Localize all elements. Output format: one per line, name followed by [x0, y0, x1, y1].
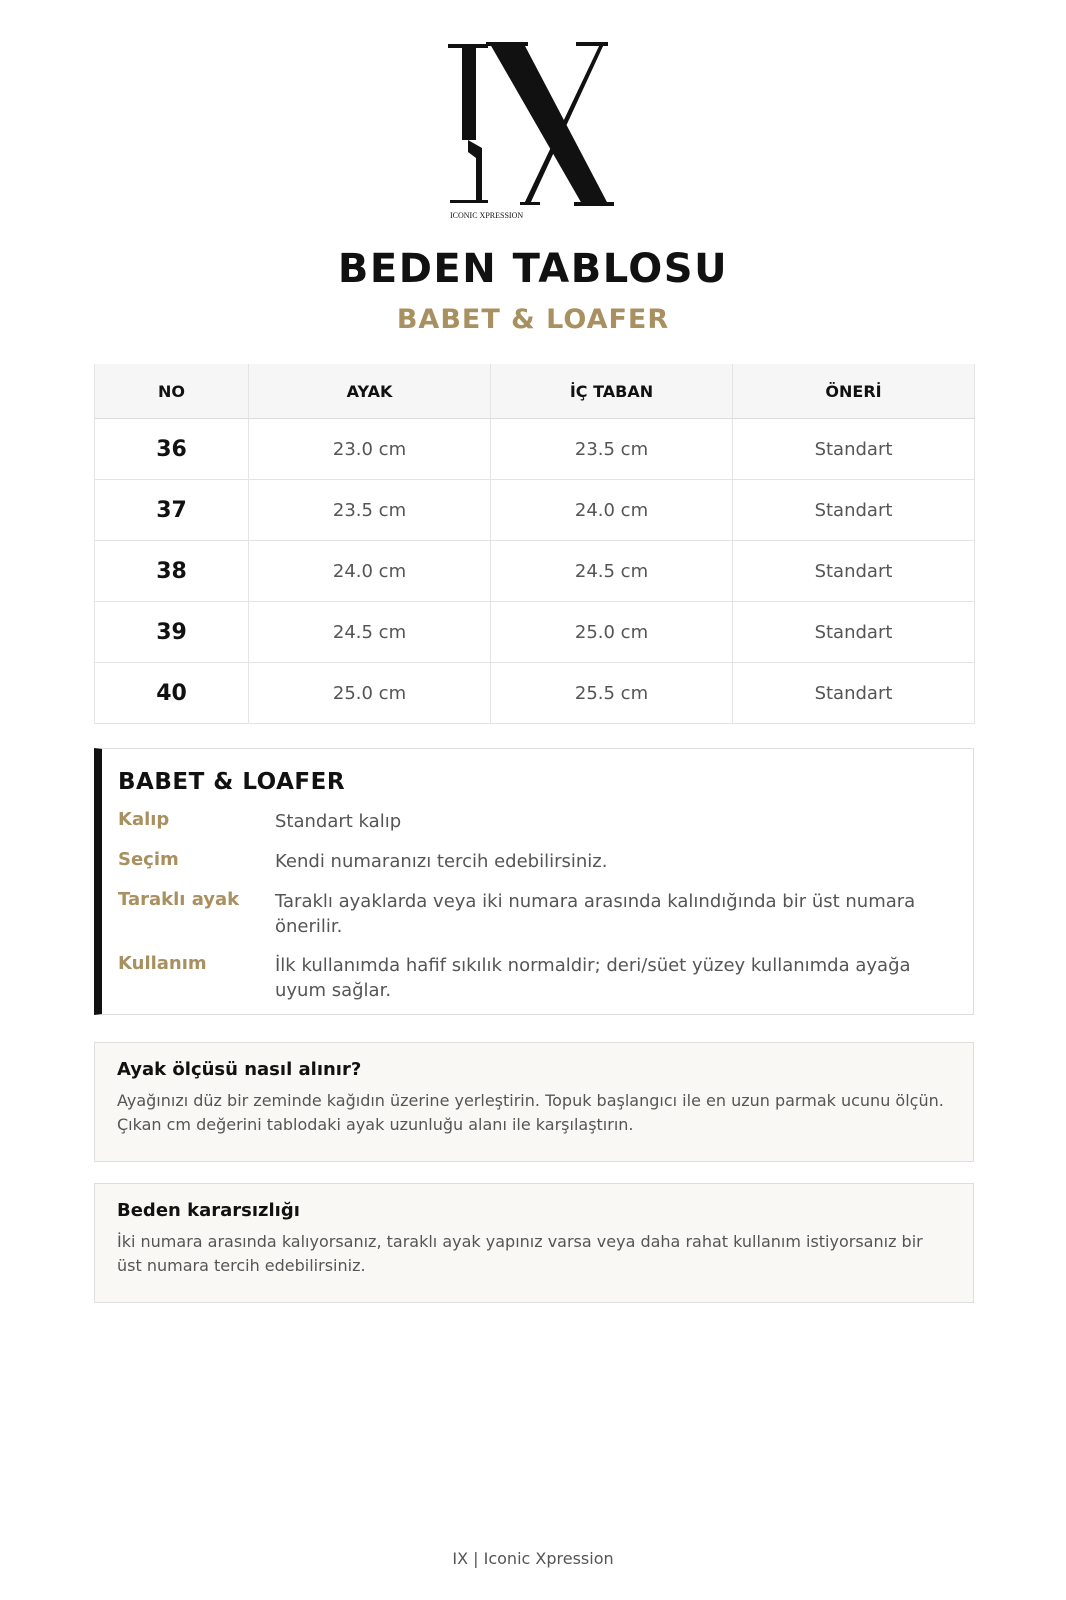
recommendation: Standart	[733, 663, 975, 724]
column-header-ic-taban: İÇ TABAN	[491, 364, 733, 419]
size-number: 39	[95, 602, 249, 663]
column-header-oneri: ÖNERİ	[733, 364, 975, 419]
foot-length: 24.5 cm	[249, 602, 491, 663]
recommendation: Standart	[733, 541, 975, 602]
page-subtitle: BABET & LOAFER	[396, 304, 670, 335]
footer-text: IX | Iconic Xpression	[452, 1549, 614, 1568]
insole-length: 24.0 cm	[491, 480, 733, 541]
table-row	[95, 419, 975, 480]
foot-length: 23.5 cm	[249, 480, 491, 541]
table-row	[95, 602, 975, 663]
size-table	[94, 364, 975, 724]
insole-length: 23.5 cm	[491, 419, 733, 480]
insole-length: 24.5 cm	[491, 541, 733, 602]
info-value: Standart kalıp	[275, 811, 402, 832]
note-text: Ayağınızı düz bir zeminde kağıdın üzerine yerleştirin. Topuk başlangıcı ile en uzun parmak ucunu ölçün. Çıkan cm değerini tablodaki ayak uzunluğu alanı ile karşılaştırın.	[117, 1091, 944, 1134]
column-header-ayak: AYAK	[249, 364, 491, 419]
foot-length: 23.0 cm	[249, 419, 491, 480]
table-row	[95, 663, 975, 724]
table-row	[95, 480, 975, 541]
recommendation: Standart	[733, 480, 975, 541]
note-title: Ayak ölçüsü nasıl alınır?	[117, 1059, 362, 1080]
brand-logo	[448, 40, 620, 222]
note-text: İki numara arasında kalıyorsanız, taraklı ayak yapınız varsa veya daha rahat kullanım istiyorsanız bir üst numara tercih edebilirsiniz.	[117, 1232, 923, 1275]
page-title: BEDEN TABLOSU	[337, 246, 729, 292]
info-key: Kullanım	[118, 953, 207, 974]
info-card-title: BABET & LOAFER	[118, 769, 346, 795]
info-key: Taraklı ayak	[118, 889, 240, 910]
note-card-size-indecision	[94, 1183, 974, 1303]
insole-length: 25.0 cm	[491, 602, 733, 663]
recommendation: Standart	[733, 602, 975, 663]
size-number: 36	[95, 419, 249, 480]
size-number: 38	[95, 541, 249, 602]
size-number: 40	[95, 663, 249, 724]
insole-length: 25.5 cm	[491, 663, 733, 724]
info-value: Taraklı ayaklarda veya iki numara arasında kalındığında bir üst numara önerilir.	[275, 891, 916, 937]
size-number: 37	[95, 480, 249, 541]
product-info-card	[94, 748, 974, 1015]
info-value: İlk kullanımda hafif sıkılık normaldir; deri/süet yüzey kullanımda ayağa uyum sağlar.	[275, 955, 911, 1001]
recommendation: Standart	[733, 419, 975, 480]
table-header-row	[95, 364, 975, 419]
logo-tagline: ICONIC XPRESSION	[450, 211, 524, 220]
table-row	[95, 541, 975, 602]
info-key: Seçim	[118, 849, 179, 870]
column-header-no: NO	[95, 364, 249, 419]
foot-length: 24.0 cm	[249, 541, 491, 602]
info-value: Kendi numaranızı tercih edebilirsiniz.	[275, 851, 608, 872]
note-title: Beden kararsızlığı	[117, 1200, 300, 1221]
note-card-measure	[94, 1042, 974, 1162]
foot-length: 25.0 cm	[249, 663, 491, 724]
info-key: Kalıp	[118, 809, 170, 830]
